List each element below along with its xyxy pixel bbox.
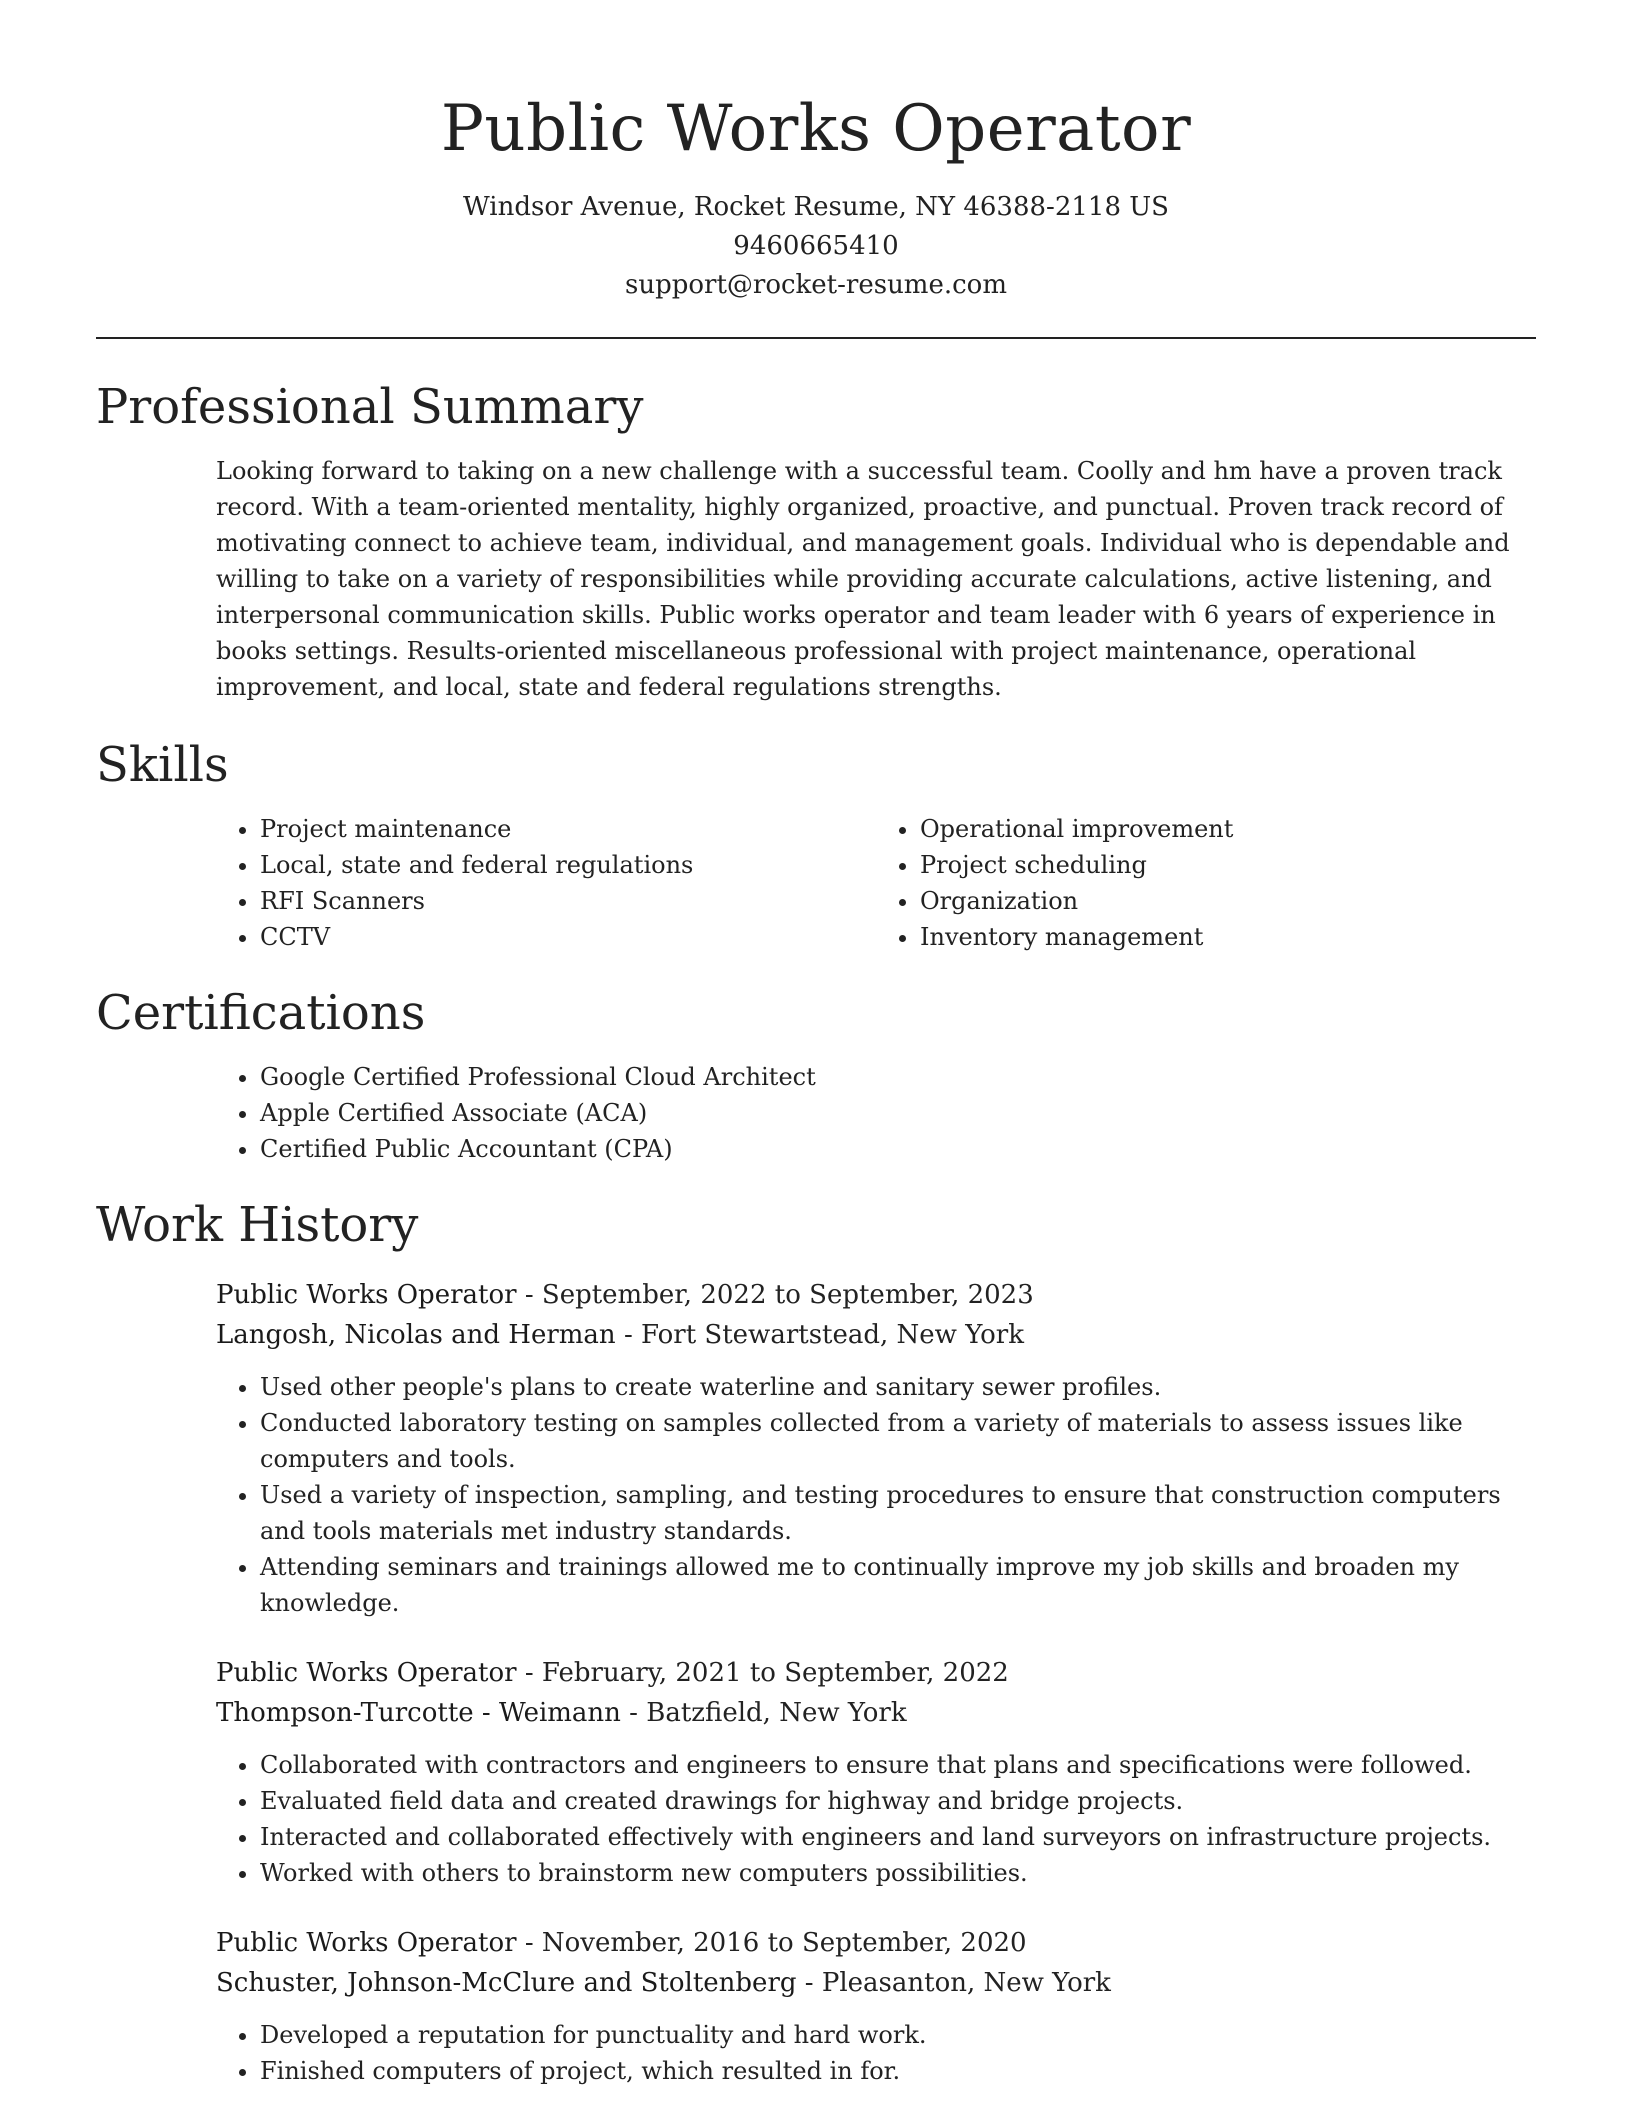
job-company: Langosh, Nicolas and Herman: [216, 1320, 616, 1350]
section-title-work-history: Work History: [96, 1197, 419, 1253]
skills-grid: [216, 811, 1536, 955]
job-role: Public Works Operator: [216, 1280, 517, 1310]
email-address: support@rocket-resume.com: [624, 270, 1007, 300]
job-entry: [216, 1653, 1536, 1891]
certification-item: • Certified Public Accountant (CPA): [260, 1131, 1536, 1167]
job-bullet-list: [216, 1369, 1536, 1621]
skill-item: • Project scheduling: [920, 847, 1536, 883]
section-title-certifications: Certifications: [96, 985, 426, 1041]
job-bullet: • Attending seminars and trainings allowed me to continually improve my job skills and broaden my knowledge.: [260, 1549, 1536, 1621]
job-bullet: • Collaborated with contractors and engineers to ensure that plans and specifications were followed.: [260, 1747, 1536, 1783]
resume-page: [96, 0, 1536, 2089]
job-dates: - November, 2016 to September, 2020: [516, 1928, 1027, 1958]
job-bullet: • Worked with others to brainstorm new computers possibilities.: [260, 1855, 1536, 1891]
job-bullet: • Interacted and collaborated effectively with engineers and land surveyors on infrastructure projects.: [260, 1819, 1536, 1855]
certification-item: • Google Certified Professional Cloud Architect: [260, 1059, 1536, 1095]
job-role: Public Works Operator: [216, 1658, 517, 1688]
job-company-line: [216, 1315, 1536, 1355]
header-divider: [96, 337, 1536, 339]
section-title-skills: Skills: [96, 737, 229, 793]
job-bullet: • Evaluated field data and created drawings for highway and bridge projects.: [260, 1783, 1536, 1819]
work-history-section: [96, 1275, 1536, 2089]
job-company: Schuster, Johnson-McClure and Stoltenberg: [216, 1968, 797, 1998]
job-bullet: • Finished computers of project, which resulted in for.: [260, 2053, 1536, 2089]
summary-section: [96, 453, 1536, 705]
resume-header: [96, 0, 1536, 305]
certifications-list: [216, 1059, 1536, 1167]
summary-text: Looking forward to taking on a new challenge with a successful team. Coolly and hm have a proven track record. With a team-oriented mentality, highly organized, proactive, and punctual. Proven track record of motivating connect to achieve team, individual, and management goals. Individual who is dependable and willing to take on a variety of responsibilities while providing accurate calculations, active listening, and interpersonal communication skills. Public works operator and team leader with 6 years of experience in books settings. Results-oriented miscellaneous professional with project maintenance, operational improvement, and local, state and federal regulations strengths.: [216, 457, 1510, 701]
phone-number: 9460665410: [733, 231, 899, 261]
skill-item: • Local, state and federal regulations: [260, 847, 876, 883]
job-company-line: [216, 1693, 1536, 1733]
job-dates: - February, 2021 to September, 2022: [516, 1658, 1009, 1688]
skill-item: • Operational improvement: [920, 811, 1536, 847]
job-company: Thompson-Turcotte - Weimann: [216, 1698, 621, 1728]
job-role: Public Works Operator: [216, 1928, 517, 1958]
job-entry: [216, 1275, 1536, 1621]
skill-item: • CCTV: [260, 919, 876, 955]
skills-list-left: [216, 811, 876, 955]
job-entry: [216, 1923, 1536, 2089]
skill-item: • Organization: [920, 883, 1536, 919]
candidate-name: Public Works Operator: [440, 92, 1192, 166]
job-location: - Batzfield, New York: [620, 1698, 907, 1728]
job-bullet: • Conducted laboratory testing on samples collected from a variety of materials to assess issues like computers and tools.: [260, 1405, 1536, 1477]
job-title-line: [216, 1275, 1536, 1315]
job-bullet: • Developed a reputation for punctuality and hard work.: [260, 2017, 1536, 2053]
section-title-summary: Professional Summary: [96, 379, 644, 435]
job-dates: - September, 2022 to September, 2023: [516, 1280, 1034, 1310]
skills-list-right: [876, 811, 1536, 955]
job-bullet-list: [216, 1747, 1536, 1891]
job-location: - Fort Stewartstead, New York: [615, 1320, 1024, 1350]
skill-item: • Project maintenance: [260, 811, 876, 847]
job-bullet: • Used other people's plans to create waterline and sanitary sewer profiles.: [260, 1369, 1536, 1405]
skill-item: • Inventory management: [920, 919, 1536, 955]
skill-item: • RFI Scanners: [260, 883, 876, 919]
contact-block: [96, 188, 1536, 305]
job-title-line: [216, 1923, 1536, 1963]
job-company-line: [216, 1963, 1536, 2003]
job-bullet: • Used a variety of inspection, sampling, and testing procedures to ensure that construction computers and tools materials met industry standards.: [260, 1477, 1536, 1549]
address: Windsor Avenue, Rocket Resume, NY 46388-2118 US: [463, 192, 1169, 222]
job-location: - Pleasanton, New York: [796, 1968, 1111, 1998]
certification-item: • Apple Certified Associate (ACA): [260, 1095, 1536, 1131]
job-title-line: [216, 1653, 1536, 1693]
certifications-section: [96, 1059, 1536, 1167]
skills-section: [96, 811, 1536, 955]
job-bullet-list: [216, 2017, 1536, 2089]
